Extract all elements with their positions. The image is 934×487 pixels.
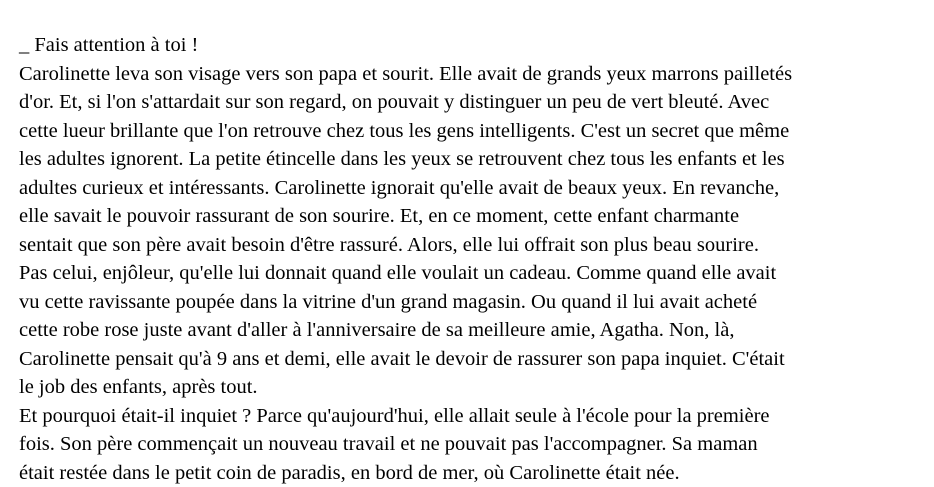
text-line: cette robe rose juste avant d'aller à l'anniversaire de sa meilleure amie, Agatha. Non, là, bbox=[19, 316, 931, 345]
text-line: était restée dans le petit coin de paradis, en bord de mer, où Carolinette était née. bbox=[19, 459, 931, 487]
text-line: adultes curieux et intéressants. Carolinette ignorait qu'elle avait de beaux yeux. En revanche, bbox=[19, 174, 931, 203]
document-body bbox=[19, 31, 931, 487]
text-line: le job des enfants, après tout. bbox=[19, 373, 931, 402]
text-line: vu cette ravissante poupée dans la vitrine d'un grand magasin. Ou quand il lui avait acheté bbox=[19, 288, 931, 317]
text-line: _ Fais attention à toi ! bbox=[19, 31, 931, 60]
text-line: d'or. Et, si l'on s'attardait sur son regard, on pouvait y distinguer un peu de vert bleuté. Avec bbox=[19, 88, 931, 117]
text-line: les adultes ignorent. La petite étincelle dans les yeux se retrouvent chez tous les enfants et les bbox=[19, 145, 931, 174]
text-line: Et pourquoi était-il inquiet ? Parce qu'aujourd'hui, elle allait seule à l'école pour la première bbox=[19, 402, 931, 431]
text-line: sentait que son père avait besoin d'être rassuré. Alors, elle lui offrait son plus beau sourire. bbox=[19, 231, 931, 260]
text-line: Carolinette leva son visage vers son papa et sourit. Elle avait de grands yeux marrons pailletés bbox=[19, 60, 931, 89]
text-line: fois. Son père commençait un nouveau travail et ne pouvait pas l'accompagner. Sa maman bbox=[19, 430, 931, 459]
text-line: Pas celui, enjôleur, qu'elle lui donnait quand elle voulait un cadeau. Comme quand elle avait bbox=[19, 259, 931, 288]
text-line: elle savait le pouvoir rassurant de son sourire. Et, en ce moment, cette enfant charmante bbox=[19, 202, 931, 231]
text-line: cette lueur brillante que l'on retrouve chez tous les gens intelligents. C'est un secret que même bbox=[19, 117, 931, 146]
text-line: Carolinette pensait qu'à 9 ans et demi, elle avait le devoir de rassurer son papa inquiet. C'était bbox=[19, 345, 931, 374]
